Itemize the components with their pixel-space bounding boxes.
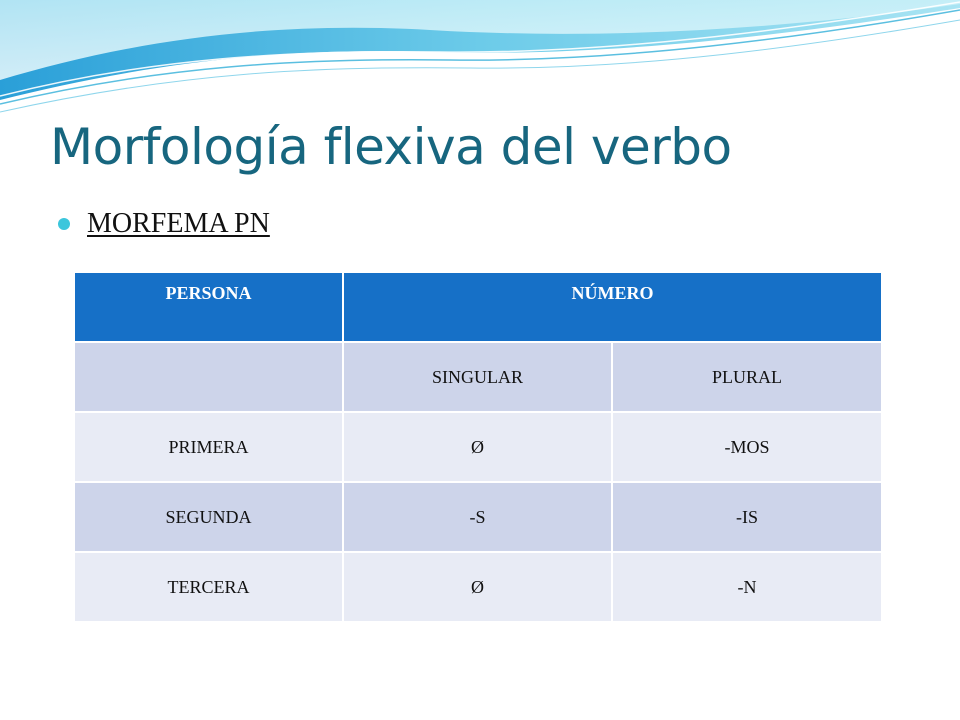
table-cell: -IS <box>612 482 882 552</box>
bullet-text: MORFEMA PN <box>87 208 270 239</box>
table-cell: PRIMERA <box>74 412 343 482</box>
header-numero: NÚMERO <box>343 272 882 342</box>
table-cell: SEGUNDA <box>74 482 343 552</box>
bullet-dot-icon <box>58 218 70 230</box>
table-cell: SINGULAR <box>343 342 612 412</box>
slide-title: Morfología flexiva del verbo <box>50 118 732 176</box>
table-cell: -S <box>343 482 612 552</box>
table-row <box>74 552 882 622</box>
header-persona: PERSONA <box>74 272 343 342</box>
table-row <box>74 482 882 552</box>
table-header-row <box>74 272 882 342</box>
table-cell <box>74 342 343 412</box>
table-cell: -N <box>612 552 882 622</box>
table-cell: PLURAL <box>612 342 882 412</box>
bullet-item <box>58 208 270 240</box>
decorative-wave-banner <box>0 0 960 120</box>
table-cell: Ø <box>343 552 612 622</box>
table-row <box>74 412 882 482</box>
table-cell: Ø <box>343 412 612 482</box>
morpheme-table <box>73 271 883 623</box>
table-cell: -MOS <box>612 412 882 482</box>
table-row <box>74 342 882 412</box>
table-cell: TERCERA <box>74 552 343 622</box>
